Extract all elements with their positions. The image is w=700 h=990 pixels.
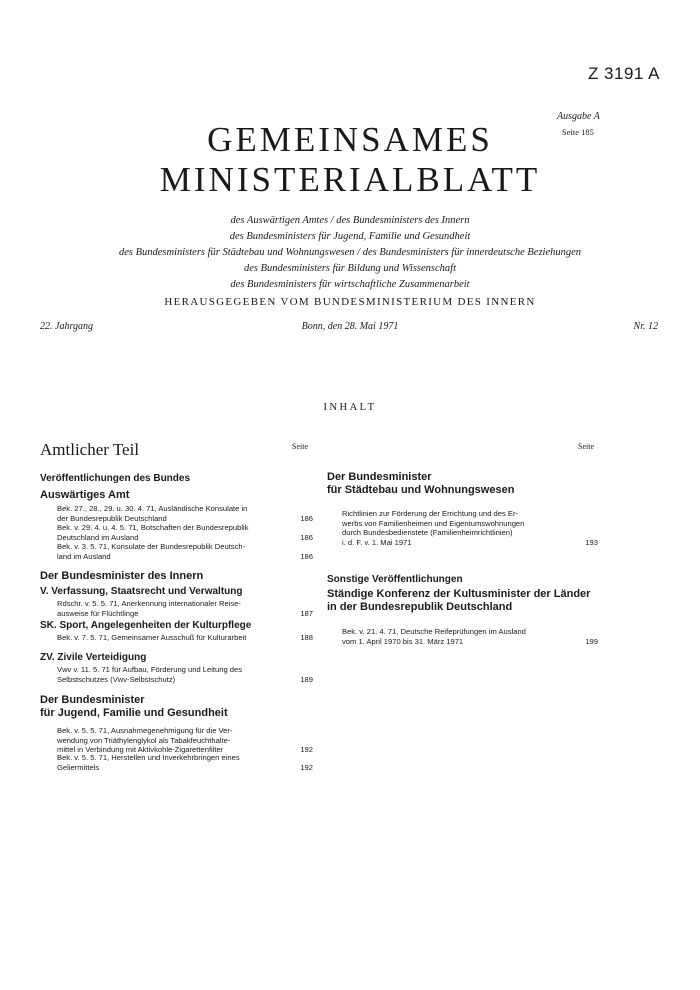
- toc-entry: Bek. v. 5. 5. 71, Herstellen und Inverkehrbringen eines Geliermittels 192: [57, 753, 313, 772]
- toc-page-number: 186: [300, 532, 313, 542]
- document-code: Z 3191 A: [587, 64, 660, 83]
- place-date: Bonn, den 28. Mai 1971: [301, 321, 399, 332]
- page-column-label-right: Seite: [578, 442, 594, 451]
- toc-entry: Bek. 27., 28., 29. u. 30. 4. 71, Ausländische Konsulate in der Bundesrepublik Deutschland 186: [57, 504, 313, 523]
- toc-entry: Vwv v. 11. 5. 71 für Aufbau, Förderung und Leitung des Selbstschutzes (Vwv-Selbstschutz) 189: [57, 665, 313, 684]
- toc-entry: Bek. v. 3. 5. 71, Konsulate der Bundesrepublik Deutsch- land im Ausland 186: [57, 542, 313, 561]
- subsection-zv: ZV. Zivile Verteidigung: [40, 652, 147, 663]
- toc-entry: Bek. v. 21. 4. 71, Deutsche Reifeprüfungen im Ausland vom 1. April 1970 bis 31. März 1971 199: [342, 627, 598, 646]
- page-column-label-left: Seite: [292, 442, 308, 451]
- toc-page-number: 192: [300, 745, 313, 754]
- toc-page-number: 186: [300, 513, 313, 523]
- section-foreign-office: Auswärtiges Amt: [40, 489, 130, 501]
- section-federal-publications: Veröffentlichungen des Bundes: [40, 473, 191, 484]
- section-urban-housing: Der Bundesminister für Städtebau und Wohnungswesen: [327, 471, 515, 496]
- subline-5: des Bundesministers für wirtschaftliche Zusammenarbeit: [230, 279, 470, 290]
- section-youth-family-health: Der Bundesminister für Jugend, Familie und Gesundheit: [40, 694, 228, 719]
- subsection-v: V. Verfassung, Staatsrecht und Verwaltung: [40, 586, 243, 597]
- toc-page-number: 186: [300, 551, 313, 561]
- subline-2: des Bundesministers für Jugend, Familie und Gesundheit: [229, 231, 471, 242]
- toc-page-number: 192: [300, 762, 313, 772]
- toc-page-number: 189: [300, 674, 313, 684]
- ausgabe-label: Ausgabe A: [557, 111, 600, 122]
- subline-3: des Bundesministers für Städtebau und Wohnungswesen / des Bundesministers für innerdeutsche Beziehungen: [118, 247, 582, 258]
- toc-entry: Bek. v. 7. 5. 71, Gemeinsamer Ausschuß für Kulturarbeit 188: [57, 633, 313, 642]
- publisher-line: HERAUSGEGEBEN VOM BUNDESMINISTERIUM DES INNERN: [164, 296, 536, 308]
- contents-heading: INHALT: [323, 402, 377, 413]
- toc-page-number: 188: [300, 633, 313, 642]
- section-interior-ministry: Der Bundesminister des Innern: [40, 570, 204, 582]
- jahrgang: 22. Jahrgang: [40, 321, 93, 332]
- section-kmk: Ständige Konferenz der Kultusminister der Länder in der Bundesrepublik Deutschland: [327, 588, 591, 613]
- toc-entry: Bek. v. 29. 4. u. 4. 5. 71, Botschaften der Bundesrepublik Deutschland im Ausland 186: [57, 523, 313, 542]
- title-line-1: GEMEINSAMES: [207, 120, 493, 159]
- toc-entry: Rdschr. v. 5. 5. 71, Anerkennung internationaler Reise- ausweise für Flüchtlinge 187: [57, 599, 313, 618]
- page-number-label: Seite 185: [562, 127, 594, 137]
- subsection-sk: SK. Sport, Angelegenheiten der Kulturpflege: [40, 620, 252, 631]
- toc-page-number: 199: [585, 636, 598, 646]
- subline-4: des Bundesministers für Bildung und Wissenschaft: [243, 263, 457, 274]
- toc-page-number: 187: [300, 608, 313, 618]
- official-part-heading: Amtlicher Teil: [40, 440, 140, 459]
- toc-page-number: 193: [585, 537, 598, 547]
- subline-1: des Auswärtigen Amtes / des Bundesministers des Innern: [230, 215, 470, 226]
- toc-entry: Bek. v. 5. 5. 71, Ausnahmegenehmigung für die Ver- wendung von Triäthylenglykol als Tabakfeuchthalte- mittel in Verbindung mit Aktivkohle-Zigarettenfilter 192: [57, 726, 313, 754]
- issue-number: Nr. 12: [633, 321, 658, 332]
- toc-entry: Richtlinien zur Förderung der Errichtung und des Er- werbs von Familienheimen und Eigentumswohnungen durch Bundesbedienstete (Familienheimrichtlinien) i. d. F. v. 1. Mai 1971 193: [342, 509, 598, 547]
- section-other-publications: Sonstige Veröffentlichungen: [327, 574, 463, 585]
- title-line-2: MINISTERIALBLATT: [159, 160, 541, 199]
